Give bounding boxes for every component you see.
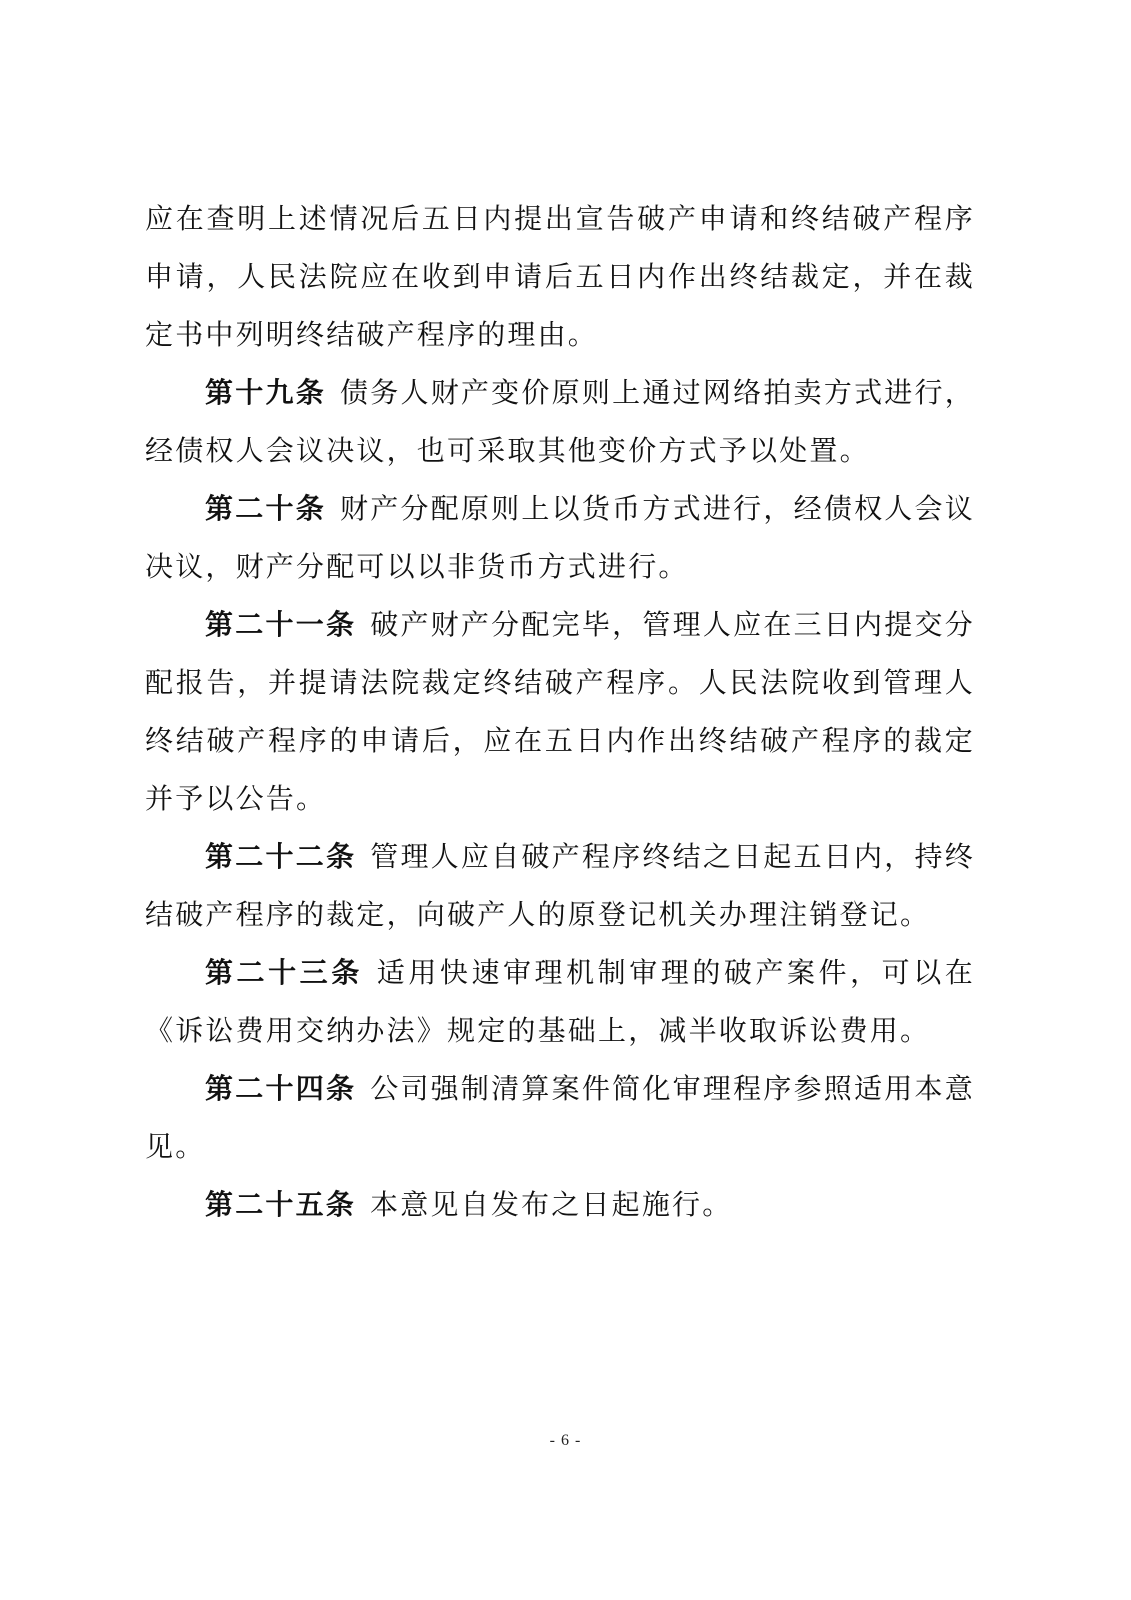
article-number: 第二十四条 — [205, 1072, 357, 1105]
article-text: 债务人财产变价原则上通过网络拍卖方式进行，经债权人会议决议，也可采取其他变价方式予以处置。 — [145, 376, 975, 467]
article-text: 适用快速审理机制审理的破产案件，可以在《诉讼费用交纳办法》规定的基础上，减半收取诉讼费用。 — [145, 956, 975, 1047]
article-20 — [145, 480, 975, 596]
article-text: 公司强制清算案件简化审理程序参照适用本意见。 — [145, 1072, 975, 1163]
article-23 — [145, 944, 975, 1060]
article-number: 第二十三条 — [205, 956, 363, 989]
page-number: - 6 - — [549, 1432, 582, 1449]
article-number: 第二十一条 — [205, 608, 357, 641]
article-24 — [145, 1060, 975, 1176]
document-body — [145, 190, 975, 1234]
article-text: 破产财产分配完毕，管理人应在三日内提交分配报告，并提请法院裁定终结破产程序。人民法院收到管理人终结破产程序的申请后，应在五日内作出终结破产程序的裁定并予以公告。 — [145, 608, 975, 815]
article-number: 第二十条 — [205, 492, 326, 525]
article-number: 第二十二条 — [205, 840, 357, 873]
article-19 — [145, 364, 975, 480]
article-21 — [145, 596, 975, 828]
paragraph-continuation — [145, 190, 975, 364]
article-25 — [145, 1176, 975, 1234]
article-22 — [145, 828, 975, 944]
article-text: 管理人应自破产程序终结之日起五日内，持终结破产程序的裁定，向破产人的原登记机关办理注销登记。 — [145, 840, 975, 931]
article-number: 第十九条 — [205, 376, 326, 409]
article-text: 财产分配原则上以货币方式进行，经债权人会议决议，财产分配可以以非货币方式进行。 — [145, 492, 975, 583]
paragraph-text: 应在查明上述情况后五日内提出宣告破产申请和终结破产程序申请，人民法院应在收到申请后五日内作出终结裁定，并在裁定书中列明终结破产程序的理由。 — [145, 202, 975, 351]
article-text: 本意见自发布之日起施行。 — [370, 1188, 733, 1221]
article-number: 第二十五条 — [205, 1188, 357, 1221]
